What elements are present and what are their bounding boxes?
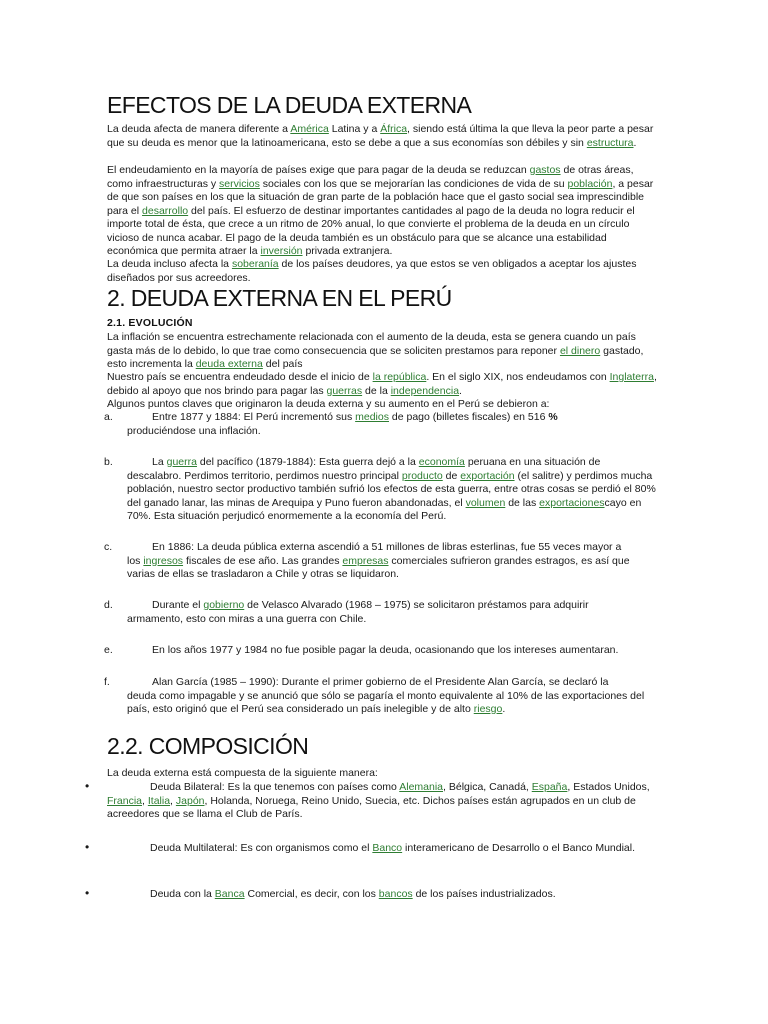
- list-item-text: La guerra del pacífico (1879-1884): Esta guerra dejó a la economía peruana en una situación de: [152, 456, 601, 468]
- evolution-paragraph-1: La inflación se encuentra estrechamente relacionada con el aumento de la deuda, esta se genera cuando un país gasta más de lo debido, lo que trae como consecuencia que se soliciten prestamos para reponer el dinero gastado, esto incrementa la deuda externa del país: [107, 331, 644, 370]
- list-item-text: Entre 1877 y 1884: El Perú incrementó sus medios de pago (billetes fiscales) en 516: [152, 411, 549, 423]
- list-marker: b.: [104, 456, 113, 468]
- link-italia[interactable]: Italia: [147, 794, 171, 807]
- link-desarrollo[interactable]: desarrollo: [142, 204, 189, 217]
- link-japón[interactable]: Japón: [175, 794, 205, 807]
- list-item-text: En los años 1977 y 1984 no fue posible pagar la deuda, ocasionando que los intereses aumentaran.: [152, 644, 619, 656]
- list-item-text: Durante el gobierno de Velasco Alvarado (1968 – 1975) se solicitaron préstamos para adquirir: [152, 599, 589, 611]
- link-independencia[interactable]: independencia: [390, 384, 460, 397]
- link-inversión[interactable]: inversión: [260, 245, 303, 257]
- link-volumen[interactable]: volumen: [465, 496, 506, 509]
- link-servicios[interactable]: servicios: [219, 177, 260, 190]
- link-producto[interactable]: producto: [401, 469, 443, 482]
- list-item-continuation: descalabro. Perdimos territorio, perdimos nuestro principal producto de exportación (el salitre) y perdimos mucha población, nuestro sector productivo también sufrió los efectos de esta guerra, entre otras cosas se perdió el 80% del ganado lanar, las minas de Arequipa y Puno fueron abandonadas, el volumen de las exportacionescayo en 70%. Esta situación perjudicó enormemente a la economía del Perú.: [127, 469, 656, 522]
- link-exportaciones[interactable]: exportaciones: [539, 496, 605, 509]
- bullet-text: Deuda Bilateral: Es la que tenemos con países como Alemania, Bélgica, Canadá, España, Estados Unidos, Francia, Italia, Japón, Holanda, Noruega, Reino Unido, Suecia, etc. Dichos países están agrupados en un club de acreedores que se llama el Club de París.: [107, 781, 650, 820]
- link-ingresos[interactable]: ingresos: [143, 554, 184, 567]
- link-estructura[interactable]: estructura: [586, 136, 634, 149]
- list-item-continuation: produciéndose una inflación.: [127, 424, 261, 437]
- composition-intro: La deuda externa está compuesta de la siguiente manera:: [107, 767, 378, 779]
- percent-sign: %: [548, 411, 558, 423]
- intro-paragraph-1: La deuda afecta de manera diferente a América Latina y a África, siendo está última la que lleva la peor parte a pesar que su deuda es menor que la latinoamericana, esto se debe a que a sus economías son débiles y sin estructura.: [107, 123, 654, 149]
- section-2-title: 2. DEUDA EXTERNA EN EL PERÚ: [107, 285, 452, 311]
- bullet-item-commercial: [85, 886, 659, 902]
- link-medios[interactable]: medios: [355, 411, 389, 423]
- link-economía[interactable]: economía: [418, 456, 465, 468]
- list-marker: f.: [104, 676, 110, 688]
- bullet-item-bilateral: [85, 779, 659, 822]
- link-gobierno[interactable]: gobierno: [203, 599, 245, 611]
- bullet-item-multilateral: [85, 840, 659, 856]
- list-item-continuation: deuda como impagable y se anunció que sólo se pagaría el monto equivalente al 10% de las exportaciones del país, esto originó que el Perú sea considerado un país inelegible y de alto riesgo.: [127, 689, 645, 715]
- link-guerras[interactable]: guerras: [326, 384, 363, 397]
- page-title: EFECTOS DE LA DEUDA EXTERNA: [107, 92, 472, 118]
- link-soberanía[interactable]: soberanía: [231, 258, 279, 270]
- list-item-continuation: los ingresos fiscales de ese año. Las grandes empresas comerciales sufrieron grandes estragos, es así que varias de ellas se trasladaron a Chile y otras se liquidaron.: [127, 554, 630, 580]
- intro-paragraph-3: La deuda incluso afecta la soberanía de los países deudores, ya que estos se ven obligados a aceptar los ajustes diseñados por sus acreedores.: [107, 258, 637, 284]
- bullet-text: Deuda con la Banca Comercial, es decir, con los bancos de los países industrializados.: [150, 888, 556, 900]
- link-el-dinero[interactable]: el dinero: [559, 344, 601, 357]
- list-marker: c.: [104, 541, 113, 553]
- section-2-2-title: 2.2. COMPOSICIÓN: [107, 733, 309, 759]
- list-marker: e.: [104, 644, 113, 656]
- link-américa[interactable]: América: [290, 123, 329, 135]
- link-exportación[interactable]: exportación: [460, 469, 515, 482]
- link-la-república[interactable]: la república: [372, 371, 427, 383]
- link-deuda-externa[interactable]: deuda externa: [195, 358, 263, 370]
- link-gastos[interactable]: gastos: [529, 164, 561, 176]
- list-marker: d.: [104, 599, 113, 611]
- link-banco[interactable]: Banco: [372, 842, 403, 854]
- intro-paragraph-2: El endeudamiento en la mayoría de países exige que para pagar de la deuda se reduzcan gastos de otras áreas, como infraestructuras y servicios sociales con los que se mejorarían las condiciones de vida de su población, a pesar de que son países en los que la situación de gran parte de la población hace que el gasto social sea imprescindible para el desarrollo del país. El esfuerzo de destinar importantes cantidades al pago de la deuda no logra reducir el importe total de ésta, que crece a un ritmo de 20% anual, lo que convierte el problema de la deuda en un círculo vicioso de nunca acabar. El pago de la deuda también es un obstáculo para que se alcance una estabilidad económica que permita atraer la inversión privada extranjera.: [107, 164, 654, 257]
- link-inglaterra[interactable]: Inglaterra: [609, 371, 654, 383]
- link-alemania[interactable]: Alemania: [399, 781, 444, 793]
- link-riesgo[interactable]: riesgo: [473, 703, 503, 715]
- link-guerra[interactable]: guerra: [166, 456, 197, 468]
- bullet-marker: •: [85, 840, 90, 854]
- evolution-paragraph-3: Algunos puntos claves que originaron la deuda externa y su aumento en el Perú se debieron a:: [107, 398, 550, 410]
- link-banca[interactable]: Banca: [214, 888, 245, 900]
- list-marker: a.: [104, 411, 113, 423]
- bullet-marker: •: [85, 779, 90, 793]
- section-2-1-title: 2.1. EVOLUCIÓN: [107, 317, 193, 329]
- list-item-continuation: armamento, esto con miras a una guerra con Chile.: [127, 612, 367, 625]
- link-bancos[interactable]: bancos: [378, 888, 413, 900]
- evolution-paragraph-2: Nuestro país se encuentra endeudado desde el inicio de la república. En el siglo XIX, nos endeudamos con Inglaterra, debido al apoyo que nos brindo para pagar las guerras de la independencia.: [107, 371, 657, 397]
- list-item-text: Alan García (1985 – 1990): Durante el primer gobierno de el Presidente Alan García, se declaró la: [152, 676, 609, 688]
- list-item-text: En 1886: La deuda pública externa ascendió a 51 millones de libras esterlinas, fue 55 veces mayor a: [152, 541, 622, 553]
- link-empresas[interactable]: empresas: [342, 554, 389, 567]
- bullet-text: Deuda Multilateral: Es con organismos como el Banco interamericano de Desarrollo o el Banco Mundial.: [150, 842, 636, 854]
- link-españa[interactable]: España: [531, 781, 568, 793]
- bullet-marker: •: [85, 886, 90, 900]
- link-áfrica[interactable]: África: [380, 123, 408, 135]
- link-población[interactable]: población: [567, 177, 613, 190]
- link-francia[interactable]: Francia: [107, 794, 143, 807]
